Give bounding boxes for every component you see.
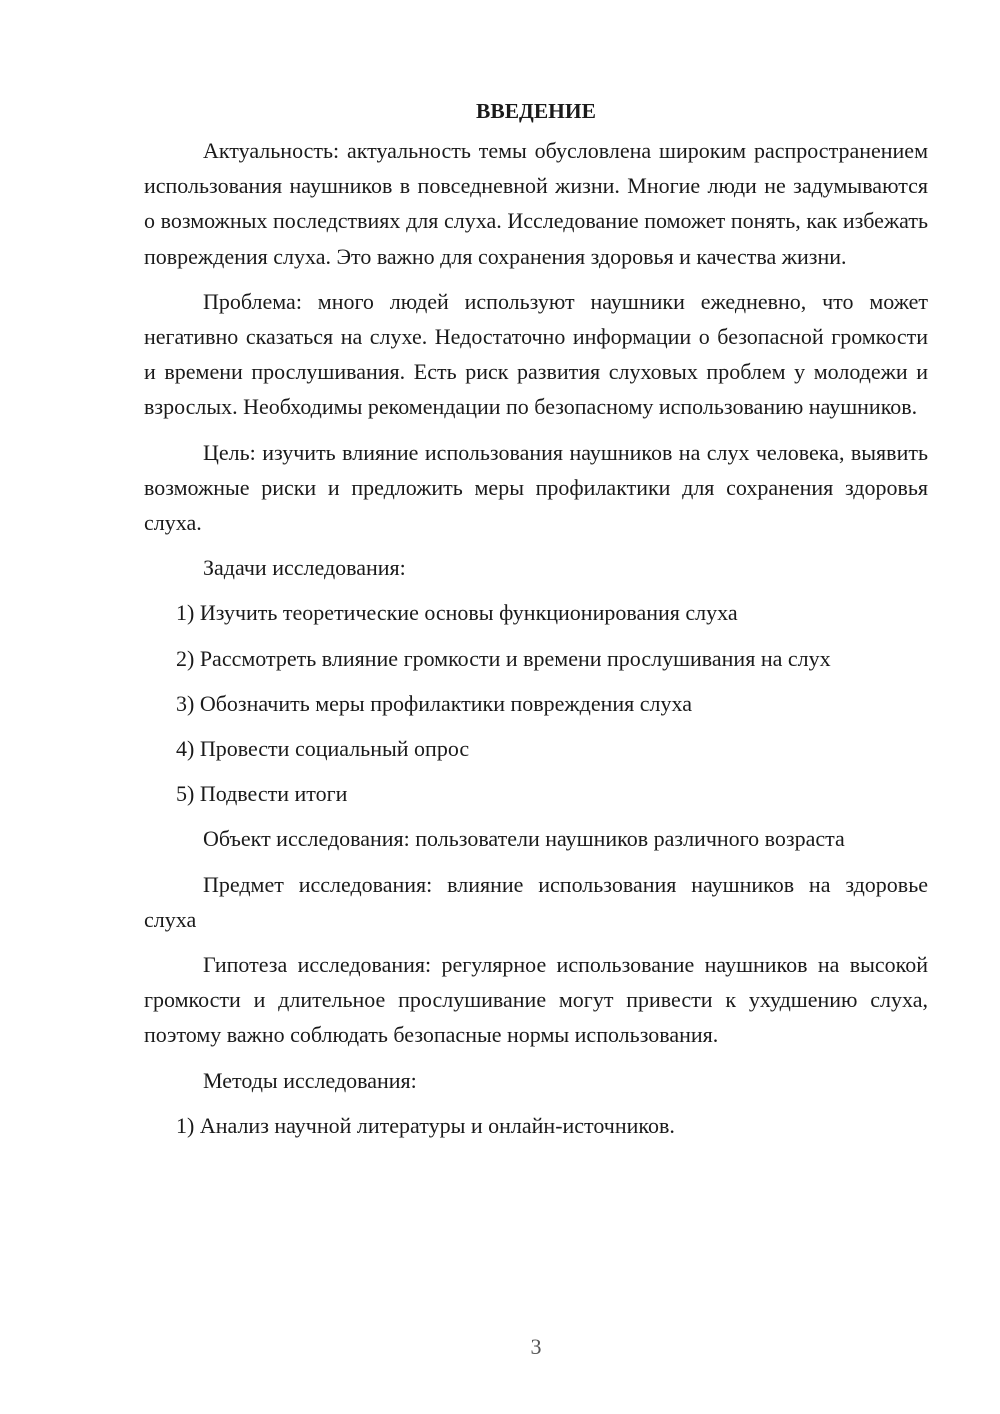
task-item-5: 5) Подвести итоги (176, 781, 348, 807)
tasks-heading: Задачи исследования: (203, 555, 406, 581)
task-item-4: 4) Провести социальный опрос (176, 736, 470, 762)
goal-paragraph: Цель: изучить влияние использования наушников на слух человека, выявить возможные риски и предложить меры профилактики для сохранения здоровья слуха. (144, 439, 928, 536)
hypothesis-paragraph: Гипотеза исследования: регулярное использование наушников на высокой громкости и длительное прослушивание могут привести к ухудшению слуха, поэтому важно соблюдать безопасные нормы использования. (144, 952, 928, 1048)
problem-paragraph: Проблема: много людей используют наушники ежедневно, что может негативно сказаться на слухе. Недостаточно информации о безопасной громкости и времени прослушивания. Есть риск развития слуховых проблем у молодежи и взрослых. Необходимы рекомендации по безопасному использованию наушников. (144, 288, 928, 420)
task-item-2: 2) Рассмотреть влияние громкости и времени прослушивания на слух (176, 645, 831, 671)
object-paragraph: Объект исследования: пользователи наушников различного возраста (203, 826, 845, 852)
methods-heading: Методы исследования: (203, 1067, 417, 1093)
task-item-1: 1) Изучить теоретические основы функционирования слуха (176, 600, 738, 626)
method-item-1: 1) Анализ научной литературы и онлайн-источников. (176, 1112, 675, 1138)
document-page (144, 96, 928, 1153)
subject-paragraph: Предмет исследования: влияние использования наушников на здоровье слуха (144, 871, 928, 932)
page-title: ВВЕДЕНИЕ (476, 99, 596, 123)
task-item-3: 3) Обозначить меры профилактики повреждения слуха (176, 690, 692, 716)
relevance-paragraph: Актуальность: актуальность темы обусловлена широким распространением использования наушников в повседневной жизни. Многие люди не задумываются о возможных последствиях для слуха. Исследование поможет понять, как избежать повреждения слуха. Это важно для сохранения здоровья и качества жизни. (144, 138, 928, 269)
page-number: 3 (530, 1334, 542, 1359)
